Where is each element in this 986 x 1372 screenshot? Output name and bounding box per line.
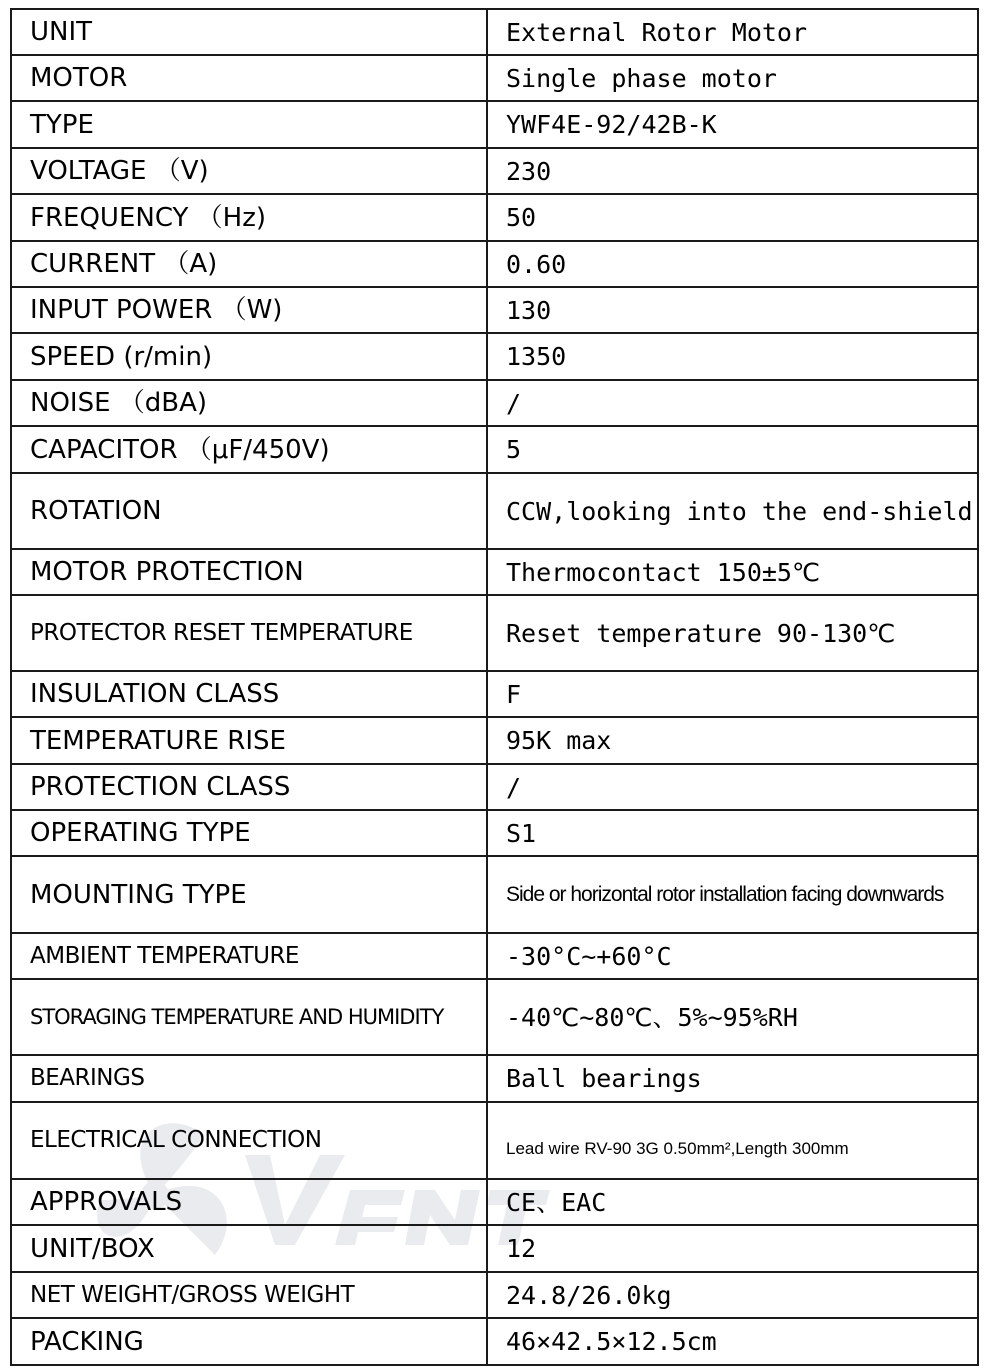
row-value-rotation: CCW,looking into the end-shield xyxy=(487,473,978,549)
row-label-unit: UNIT xyxy=(11,9,487,55)
table-row xyxy=(11,333,978,380)
row-label-capacitor: CAPACITOR （μF/450V) xyxy=(11,426,487,473)
table-row xyxy=(11,717,978,764)
row-value-operating-type: S1 xyxy=(487,810,978,856)
row-value-ambient-temperature: -30°C~+60°C xyxy=(487,933,978,979)
row-label-motor: MOTOR xyxy=(11,55,487,101)
row-value-voltage: 230 xyxy=(487,148,978,194)
row-value-unit-box: 12 xyxy=(487,1225,978,1272)
row-label-insulation-class: INSULATION CLASS xyxy=(11,671,487,717)
table-row xyxy=(11,1272,978,1318)
row-value-insulation-class: F xyxy=(487,671,978,717)
row-label-noise: NOISE （dBA) xyxy=(11,380,487,426)
row-label-protector-reset: PROTECTOR RESET TEMPERATURE xyxy=(11,595,487,671)
table-row xyxy=(11,595,978,671)
row-label-operating-type: OPERATING TYPE xyxy=(11,810,487,856)
row-label-packing: PACKING xyxy=(11,1318,487,1365)
table-row xyxy=(11,194,978,241)
table-row xyxy=(11,55,978,101)
table-row xyxy=(11,473,978,549)
row-label-type: TYPE xyxy=(11,101,487,148)
row-label-approvals: APPROVALS xyxy=(11,1179,487,1225)
row-value-protector-reset: Reset temperature 90-130℃ xyxy=(487,595,978,671)
table-row xyxy=(11,380,978,426)
table-row xyxy=(11,856,978,933)
table-row xyxy=(11,1318,978,1365)
row-label-input-power: INPUT POWER （W) xyxy=(11,287,487,333)
table-row xyxy=(11,1179,978,1225)
table-row xyxy=(11,9,978,55)
table-row xyxy=(11,810,978,856)
table-row xyxy=(11,933,978,979)
row-value-current: 0.60 xyxy=(487,241,978,287)
row-value-speed: 1350 xyxy=(487,333,978,380)
row-value-frequency: 50 xyxy=(487,194,978,241)
row-value-input-power: 130 xyxy=(487,287,978,333)
table-row xyxy=(11,1055,978,1102)
table-row xyxy=(11,101,978,148)
row-label-protection-class: PROTECTION CLASS xyxy=(11,764,487,810)
row-label-ambient-temperature: AMBIENT TEMPERATURE xyxy=(11,933,487,979)
row-value-weight: 24.8/26.0kg xyxy=(487,1272,978,1318)
table-row xyxy=(11,241,978,287)
row-value-type: YWF4E-92/42B-K xyxy=(487,101,978,148)
row-value-unit: External Rotor Motor xyxy=(487,9,978,55)
table-row xyxy=(11,671,978,717)
table-row xyxy=(11,1225,978,1272)
row-label-unit-box: UNIT/BOX xyxy=(11,1225,487,1272)
row-label-motor-protection: MOTOR PROTECTION xyxy=(11,549,487,595)
row-label-weight: NET WEIGHT/GROSS WEIGHT xyxy=(11,1272,487,1318)
spec-table xyxy=(10,8,979,1366)
row-value-bearings: Ball bearings xyxy=(487,1055,978,1102)
row-label-storaging-temperature: STORAGING TEMPERATURE AND HUMIDITY xyxy=(11,979,487,1055)
row-label-mounting-type: MOUNTING TYPE xyxy=(11,856,487,933)
row-value-motor-protection: Thermocontact 150±5℃ xyxy=(487,549,978,595)
row-label-speed: SPEED (r/min) xyxy=(11,333,487,380)
row-value-electrical-connection: Lead wire RV-90 3G 0.50mm²,Length 300mm xyxy=(487,1102,978,1179)
row-value-mounting-type: Side or horizontal rotor installation facing downwards xyxy=(487,856,978,933)
row-label-temperature-rise: TEMPERATURE RISE xyxy=(11,717,487,764)
row-value-approvals: CE、EAC xyxy=(487,1179,978,1225)
row-label-voltage: VOLTAGE （V) xyxy=(11,148,487,194)
row-label-rotation: ROTATION xyxy=(11,473,487,549)
row-label-frequency: FREQUENCY （Hz) xyxy=(11,194,487,241)
row-value-storaging-temperature: -40℃~80℃、5%~95%RH xyxy=(487,979,978,1055)
table-row xyxy=(11,979,978,1055)
row-label-current: CURRENT （A) xyxy=(11,241,487,287)
table-row xyxy=(11,1102,978,1179)
table-row xyxy=(11,549,978,595)
table-row xyxy=(11,426,978,473)
row-value-motor: Single phase motor xyxy=(487,55,978,101)
row-label-electrical-connection: ELECTRICAL CONNECTION xyxy=(11,1102,487,1179)
row-value-temperature-rise: 95K max xyxy=(487,717,978,764)
table-row xyxy=(11,287,978,333)
row-value-capacitor: 5 xyxy=(487,426,978,473)
row-value-noise: / xyxy=(487,380,978,426)
row-value-protection-class: / xyxy=(487,764,978,810)
row-label-bearings: BEARINGS xyxy=(11,1055,487,1102)
table-row xyxy=(11,148,978,194)
table-row xyxy=(11,764,978,810)
row-value-packing: 46×42.5×12.5cm xyxy=(487,1318,978,1365)
